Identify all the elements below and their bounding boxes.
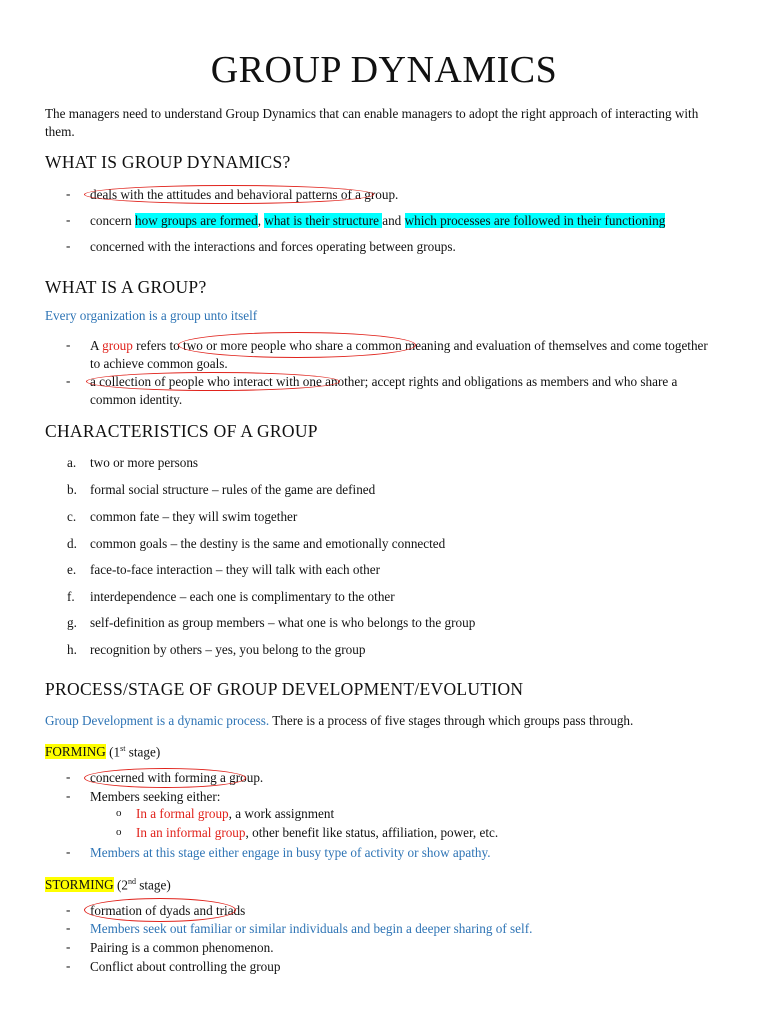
stage-number-text: (1 xyxy=(105,744,121,760)
list-marker: d. xyxy=(67,536,77,551)
bullet-marker: - xyxy=(66,337,71,352)
list-marker: b. xyxy=(67,482,77,497)
stage-number-text: (2 xyxy=(113,877,128,893)
list-marker: h. xyxy=(67,642,77,657)
heading-process-stage-of-group-development: PROCESS/STAGE OF GROUP DEVELOPMENT/EVOLUTION xyxy=(45,679,524,699)
heading-characteristics-of-a-group: CHARACTERISTICS OF A GROUP xyxy=(45,421,318,441)
intro-text: There is a process of five stages through which groups pass through. xyxy=(269,713,634,728)
list-item: two or more persons xyxy=(90,455,199,470)
heading-what-is-a-group: WHAT IS A GROUP? xyxy=(45,277,207,297)
list-item: concerned with the interactions and forces operating between groups. xyxy=(90,239,456,254)
document-title: GROUP DYNAMICS xyxy=(210,49,558,91)
list-marker: a. xyxy=(67,455,77,470)
stage-storming-heading xyxy=(45,873,725,894)
list-item: Pairing is a common phenomenon. xyxy=(90,940,274,955)
list-item xyxy=(90,212,720,230)
bullet-marker: - xyxy=(66,373,71,388)
ordinal-suffix: nd xyxy=(127,877,136,886)
list-item: Conflict about controlling the group xyxy=(90,959,281,974)
group-development-intro xyxy=(45,712,725,730)
group-note: Every organization is a group unto itself xyxy=(45,308,258,323)
sub-list-item-text: , a work assignment xyxy=(228,806,335,821)
list-item: self-definition as group members – what one is who belongs to the group xyxy=(90,615,476,630)
list-item: deals with the attitudes and behavioral patterns of a group. xyxy=(90,187,399,202)
red-term: group xyxy=(102,338,133,353)
bullet-marker: - xyxy=(66,212,71,227)
stage-label: STORMING xyxy=(45,877,114,893)
list-item-text: A xyxy=(90,338,103,353)
stage-number-text: stage) xyxy=(135,877,171,893)
heading-what-is-group-dynamics: WHAT IS GROUP DYNAMICS? xyxy=(45,152,291,172)
bullet-marker: - xyxy=(66,844,71,859)
list-item-text: and xyxy=(382,213,405,228)
list-item: Members at this stage either engage in busy type of activity or show apathy. xyxy=(90,845,491,860)
red-term: In a formal group xyxy=(136,806,229,821)
list-item: interdependence – each one is complimentary to the other xyxy=(90,589,395,604)
highlighted-text: what is their structure xyxy=(264,213,383,228)
list-item: common goals – the destiny is the same and emotionally connected xyxy=(90,536,446,551)
highlighted-text: how groups are formed xyxy=(135,213,258,228)
stage-forming-heading xyxy=(45,740,725,761)
red-term: In an informal group xyxy=(136,825,246,840)
bullet-marker: - xyxy=(66,958,71,973)
ordinal-suffix: st xyxy=(120,744,126,753)
list-item: Members seeking either: xyxy=(90,789,221,804)
list-item: formal social structure – rules of the game are defined xyxy=(90,482,376,497)
list-item: a collection of people who interact with one another; accept rights and obligations as members and who share a common identity. xyxy=(90,374,678,407)
bullet-marker: - xyxy=(66,788,71,803)
sub-list-item xyxy=(136,806,334,822)
list-item: face-to-face interaction – they will talk with each other xyxy=(90,562,380,577)
bullet-marker: - xyxy=(66,769,71,784)
bullet-marker: - xyxy=(66,186,71,201)
list-item: Members seek out familiar or similar individuals and begin a deeper sharing of self. xyxy=(90,921,533,936)
bullet-marker: - xyxy=(66,238,71,253)
list-marker: f. xyxy=(67,589,75,604)
bullet-marker: - xyxy=(66,939,71,954)
stage-label: FORMING xyxy=(45,744,106,760)
list-item: concerned with forming a group. xyxy=(90,770,264,785)
list-item-text: refers to two or more people who share a common meaning and evaluation of themselves and come together to achieve common goals. xyxy=(90,338,708,371)
list-item: formation of dyads and triads xyxy=(90,903,246,918)
sub-bullet-marker: o xyxy=(116,826,122,838)
highlighted-text: which processes are followed in their functioning xyxy=(404,213,666,228)
list-item-text: , xyxy=(257,213,265,228)
list-item: common fate – they will swim together xyxy=(90,509,298,524)
intro-blue-text: Group Development is a dynamic process. xyxy=(45,713,270,728)
sub-list-item-text: , other benefit like status, affiliation, power, etc. xyxy=(245,825,499,840)
sub-list-item xyxy=(136,825,498,841)
list-item-text: concern xyxy=(90,213,136,228)
bullet-marker: - xyxy=(66,920,71,935)
bullet-marker: - xyxy=(66,902,71,917)
stage-number-text: stage) xyxy=(125,744,161,760)
list-marker: c. xyxy=(67,509,77,524)
list-marker: e. xyxy=(67,562,77,577)
list-item xyxy=(90,337,720,373)
intro-paragraph: The managers need to understand Group Dynamics that can enable managers to adopt the right approach of interacting with them. xyxy=(45,106,699,139)
list-marker: g. xyxy=(67,615,77,630)
list-item: recognition by others – yes, you belong to the group xyxy=(90,642,366,657)
sub-bullet-marker: o xyxy=(116,807,122,819)
